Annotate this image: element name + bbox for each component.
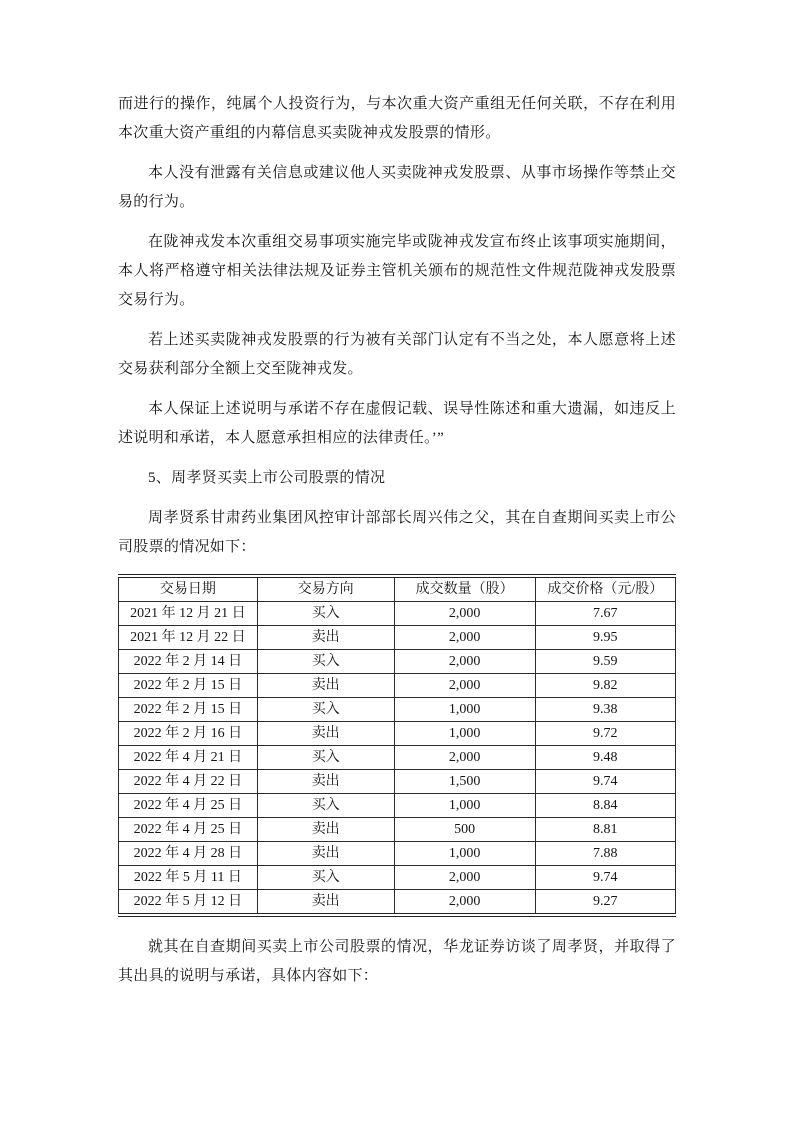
table-cell: 卖出 <box>257 674 394 698</box>
section-heading: 5、周孝贤买卖上市公司股票的情况 <box>148 470 386 486</box>
table-cell: 2022 年 2 月 16 日 <box>119 722 258 746</box>
table-cell: 2,000 <box>394 746 535 770</box>
table-cell: 9.74 <box>535 866 675 890</box>
table-cell: 2,000 <box>394 650 535 674</box>
table-cell: 卖出 <box>257 842 394 866</box>
table-row <box>119 626 676 650</box>
table-row <box>119 722 676 746</box>
table-cell: 9.74 <box>535 770 675 794</box>
header-cell-trade-date: 交易日期 <box>119 576 258 602</box>
table-cell: 8.84 <box>535 794 675 818</box>
paragraph: 本人保证上述说明与承诺不存在虚假记载、误导性陈述和重大遗漏，如违反上述说明和承诺，本人愿意承担相应的法律责任。’” <box>118 401 676 446</box>
paragraph: 若上述买卖陇神戎发股票的行为被有关部门认定有不当之处，本人愿意将上述交易获利部分全额上交至陇神戎发。 <box>118 332 676 377</box>
trades-table-body <box>119 602 676 916</box>
table-cell: 买入 <box>257 602 394 626</box>
table-cell: 9.59 <box>535 650 675 674</box>
table-cell: 买入 <box>257 650 394 674</box>
table-cell: 买入 <box>257 794 394 818</box>
table-cell: 2021 年 12 月 21 日 <box>119 602 258 626</box>
trades-table <box>118 574 676 917</box>
table-cell: 2022 年 4 月 25 日 <box>119 794 258 818</box>
table-row <box>119 866 676 890</box>
table-cell: 2022 年 4 月 25 日 <box>119 818 258 842</box>
table-cell: 2022 年 5 月 12 日 <box>119 890 258 916</box>
table-cell: 2,000 <box>394 602 535 626</box>
paragraph: 在陇神戎发本次重组交易事项实施完毕或陇神戎发宣布终止该事项实施期间，本人将严格遵守相关法律法规及证券主管机关颁布的规范性文件规范陇神戎发股票交易行为。 <box>118 234 676 308</box>
table-cell: 8.81 <box>535 818 675 842</box>
table-cell: 2022 年 2 月 14 日 <box>119 650 258 674</box>
table-cell: 2,000 <box>394 674 535 698</box>
intro-paragraph: 周孝贤系甘肃药业集团风控审计部部长周兴伟之父，其在自查期间买卖上市公司股票的情况如下： <box>118 510 676 555</box>
table-row <box>119 650 676 674</box>
table-cell: 1,000 <box>394 794 535 818</box>
header-cell-trade-volume: 成交数量（股） <box>394 576 535 602</box>
table-row <box>119 746 676 770</box>
table-cell: 500 <box>394 818 535 842</box>
table-cell: 2022 年 2 月 15 日 <box>119 674 258 698</box>
table-cell: 2022 年 4 月 28 日 <box>119 842 258 866</box>
closing-paragraph: 就其在自查期间买卖上市公司股票的情况，华龙证券访谈了周孝贤，并取得了其出具的说明与承诺，具体内容如下： <box>118 939 676 984</box>
table-cell: 2,000 <box>394 890 535 916</box>
table-cell: 1,000 <box>394 698 535 722</box>
table-cell: 9.95 <box>535 626 675 650</box>
table-cell: 卖出 <box>257 722 394 746</box>
table-cell: 9.48 <box>535 746 675 770</box>
table-row <box>119 698 676 722</box>
table-row <box>119 818 676 842</box>
header-cell-trade-price: 成交价格（元/股） <box>535 576 675 602</box>
table-cell: 买入 <box>257 746 394 770</box>
table-cell: 卖出 <box>257 890 394 916</box>
table-row <box>119 890 676 916</box>
table-cell: 2022 年 2 月 15 日 <box>119 698 258 722</box>
table-cell: 7.67 <box>535 602 675 626</box>
table-cell: 9.72 <box>535 722 675 746</box>
table-cell: 2,000 <box>394 626 535 650</box>
table-row <box>119 770 676 794</box>
table-cell: 买入 <box>257 866 394 890</box>
table-cell: 卖出 <box>257 818 394 842</box>
table-cell: 卖出 <box>257 626 394 650</box>
table-row <box>119 794 676 818</box>
table-cell: 2021 年 12 月 22 日 <box>119 626 258 650</box>
table-cell: 1,000 <box>394 842 535 866</box>
table-cell: 1,000 <box>394 722 535 746</box>
table-row <box>119 674 676 698</box>
table-cell: 9.27 <box>535 890 675 916</box>
table-cell: 9.38 <box>535 698 675 722</box>
header-cell-trade-direction: 交易方向 <box>257 576 394 602</box>
table-cell: 9.82 <box>535 674 675 698</box>
table-cell: 卖出 <box>257 770 394 794</box>
paragraph: 本人没有泄露有关信息或建议他人买卖陇神戎发股票、从事市场操作等禁止交易的行为。 <box>118 165 676 210</box>
table-cell: 1,500 <box>394 770 535 794</box>
table-cell: 2022 年 4 月 22 日 <box>119 770 258 794</box>
table-header-row <box>119 576 676 602</box>
table-row <box>119 602 676 626</box>
table-cell: 2,000 <box>394 866 535 890</box>
paragraph-continuation: 而进行的操作，纯属个人投资行为，与本次重大资产重组无任何关联，不存在利用本次重大资产重组的内幕信息买卖陇神戎发股票的情形。 <box>118 96 676 141</box>
table-cell: 7.88 <box>535 842 675 866</box>
table-row <box>119 842 676 866</box>
page-content <box>118 90 676 991</box>
table-cell: 2022 年 5 月 11 日 <box>119 866 258 890</box>
table-cell: 2022 年 4 月 21 日 <box>119 746 258 770</box>
table-cell: 买入 <box>257 698 394 722</box>
